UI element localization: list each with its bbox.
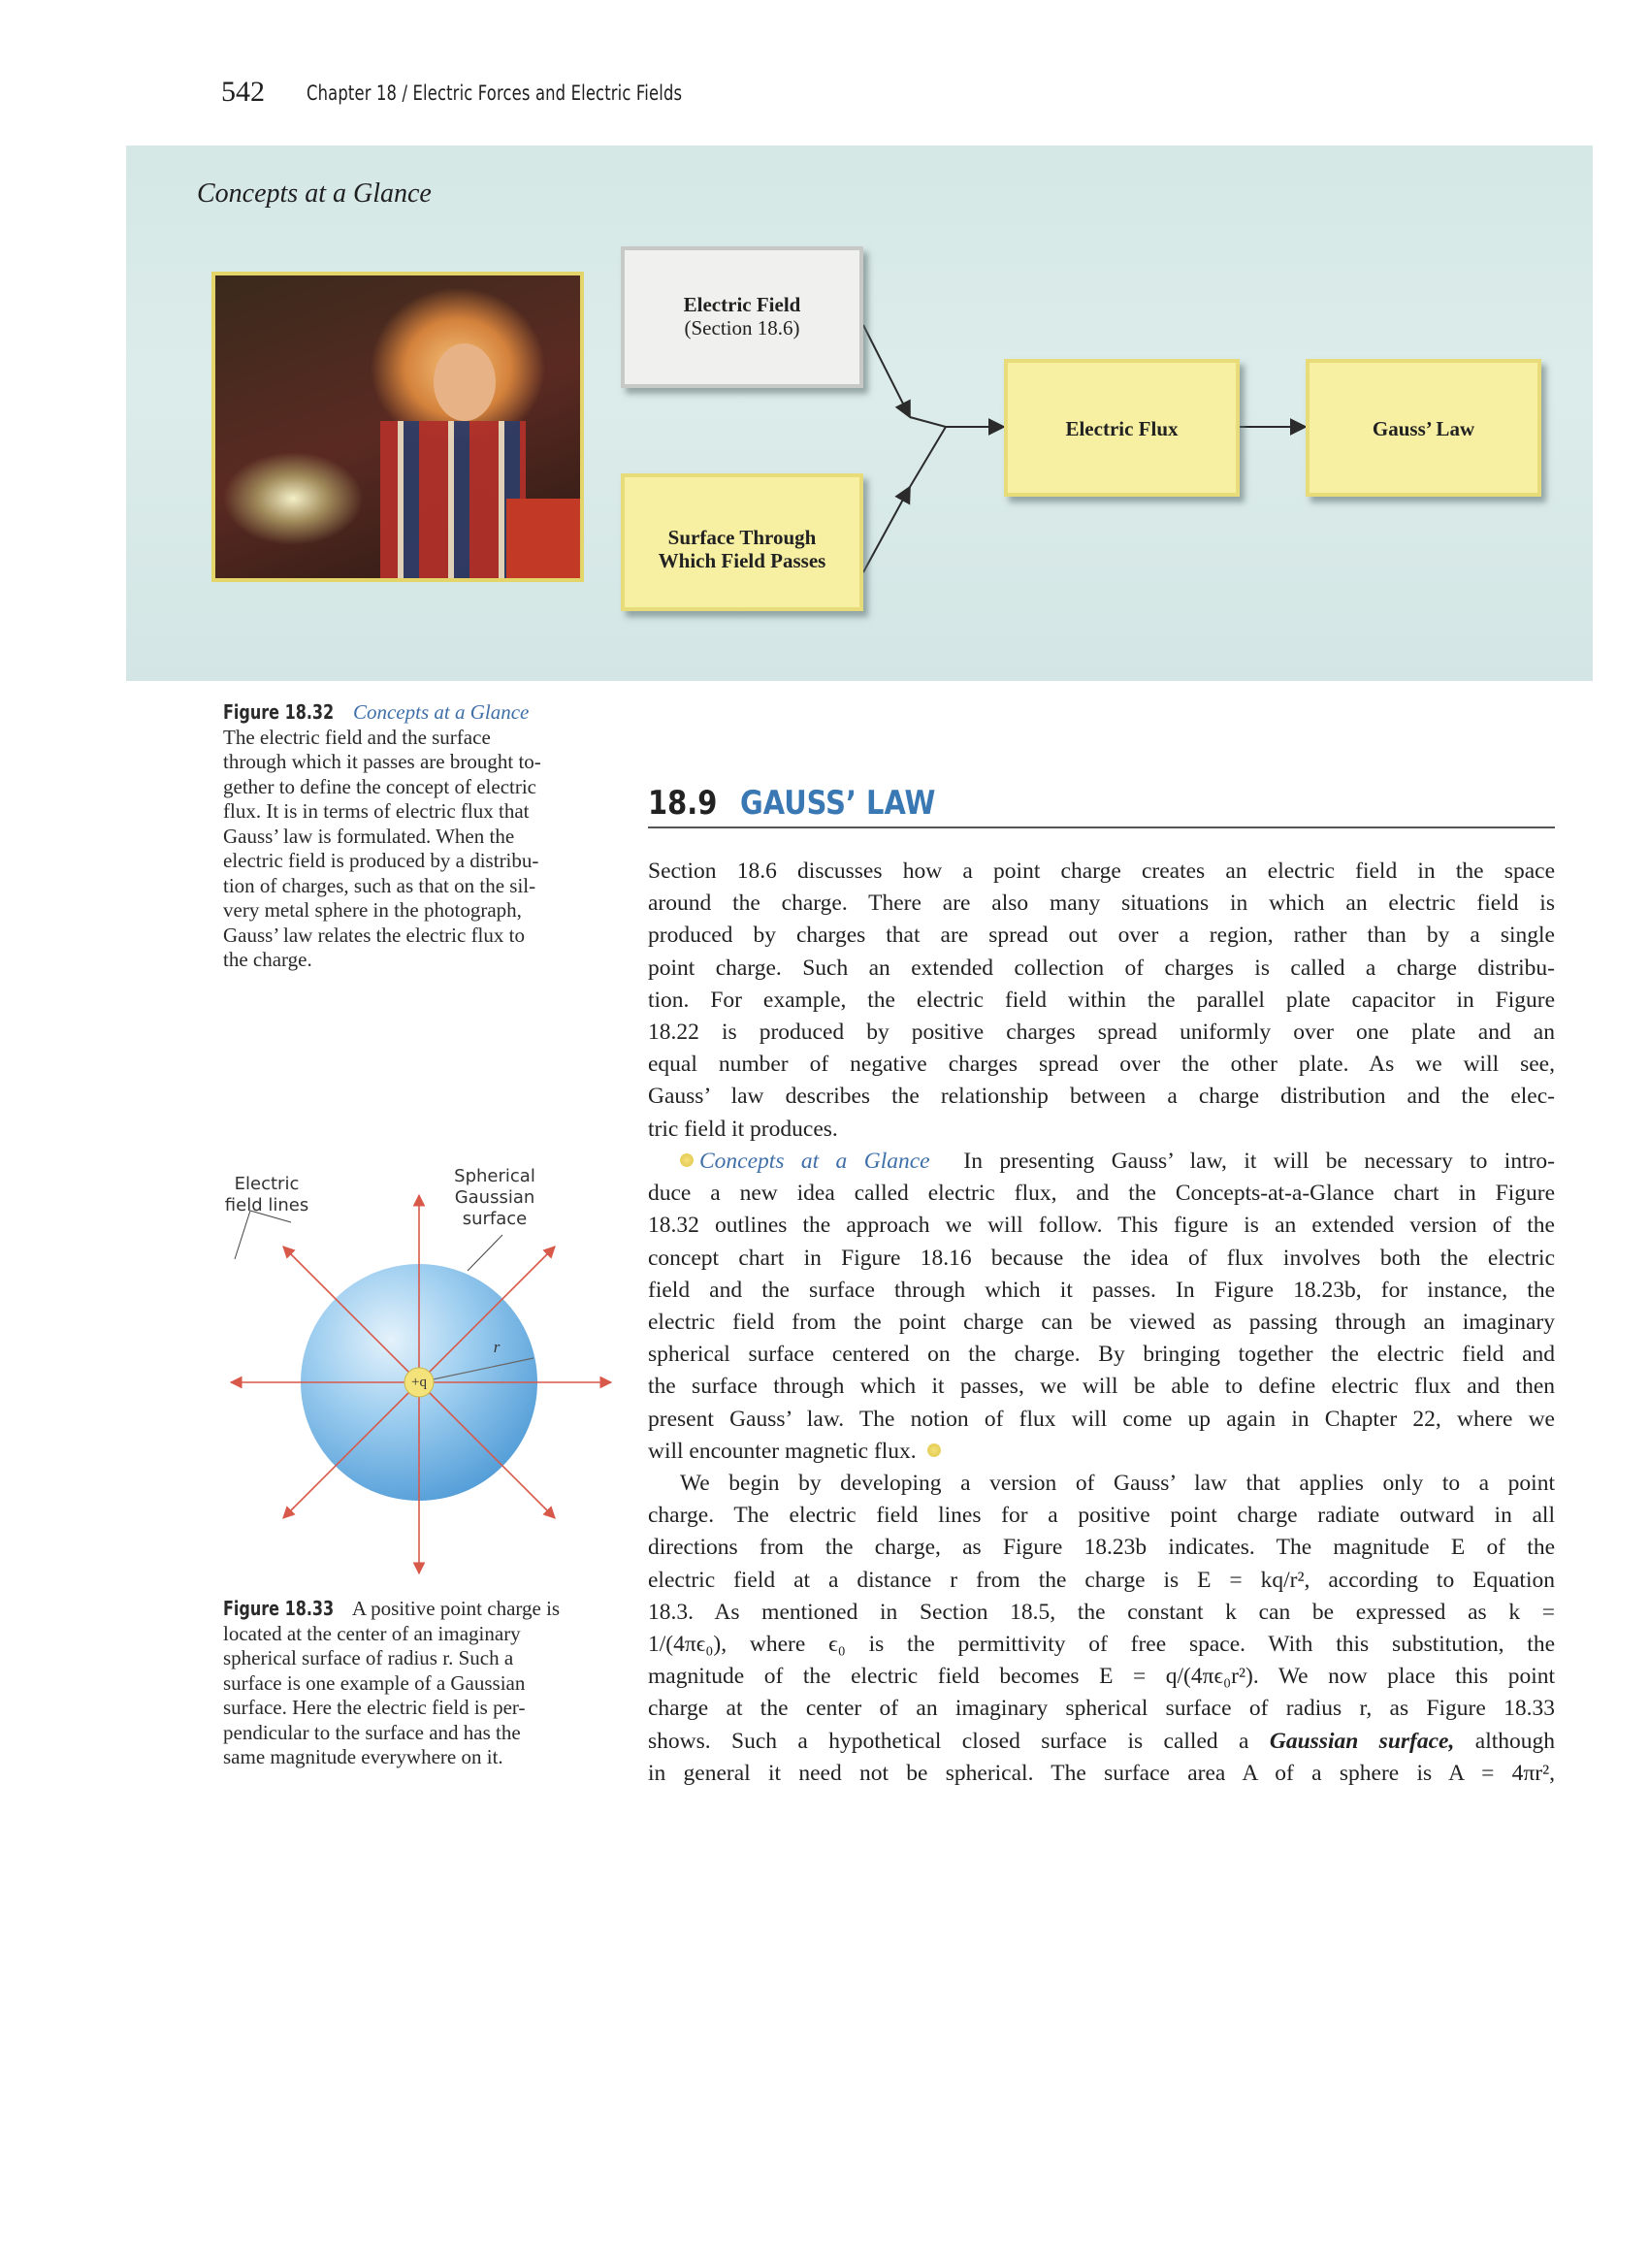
text-line: spherical surface centered on the charge. By bringing together the electric field and	[648, 1342, 1555, 1368]
caption-line: The electric field and the surface	[223, 725, 491, 749]
text-line: charge at the center of an imaginary spherical surface of radius r, as Figure 18.33	[648, 1696, 1555, 1722]
text-line: 18.3. As mentioned in Section 18.5, the constant k can be expressed as k =	[648, 1599, 1555, 1625]
text-line: concept chart in Figure 18.16 because the idea of flux involves both the electric	[648, 1245, 1555, 1271]
text-line: Gauss’ law describes the relationship between a charge distribution and the elec-	[648, 1084, 1555, 1110]
paragraph-1	[648, 856, 1555, 1146]
text-fragment: In presenting Gauss’ law, it will be necessary to intro-	[963, 1149, 1555, 1174]
label-radius-text: r	[493, 1338, 501, 1356]
text-line: field and the surface through which it passes. In Figure 18.23b, for instance, the	[648, 1277, 1555, 1303]
inline-concepts-link: Concepts at a Glance	[699, 1149, 930, 1174]
label-field-lines-2: field lines	[224, 1195, 309, 1215]
paragraph-2	[648, 1146, 1555, 1468]
text-fragment: although	[1474, 1728, 1556, 1754]
gaussian-sphere-diagram	[213, 1154, 640, 1601]
box-electric-flux-label: Electric Flux	[1065, 417, 1179, 440]
box-surface-line1: Surface Through	[667, 526, 817, 549]
text-line: equal number of negative charges spread over the other plate. As we will see,	[648, 1052, 1555, 1078]
text-fragment: will encounter magnetic flux.	[648, 1438, 917, 1464]
caption-line: the charge.	[223, 948, 312, 971]
box-electric-flux	[1004, 359, 1240, 497]
figure-18-32-title: Concepts at a Glance	[352, 700, 530, 724]
caption-line: spherical surface of radius r. Such a	[223, 1646, 514, 1669]
caption-line: located at the center of an imaginary	[223, 1621, 521, 1645]
text-line: 1/(4πϵ₀), where ϵ₀ is the permittivity of free space. With this substitution, the	[648, 1631, 1555, 1657]
box-gauss-law	[1306, 359, 1541, 497]
caption-line: gether to define the concept of electric	[223, 774, 536, 798]
caption-line: very metal sphere in the photograph,	[223, 898, 522, 922]
pointer-surface	[468, 1235, 502, 1271]
figure-18-32-caption	[223, 700, 611, 973]
text-line	[648, 1726, 1555, 1758]
caption-line: electric field is produced by a distribu-	[223, 849, 539, 872]
page-number: 542	[221, 76, 265, 108]
text-line	[648, 1436, 1555, 1468]
text-line	[648, 1146, 1555, 1178]
label-surface-3: surface	[462, 1209, 528, 1229]
caption-line: surface. Here the electric field is per-	[223, 1696, 526, 1719]
text-line: the surface through which it passes, we will be able to define electric flux and then	[648, 1374, 1555, 1400]
glance-heading: Concepts at a Glance	[197, 178, 432, 209]
figure-18-33-caption	[223, 1597, 611, 1770]
text-line: electric field from the point charge can be viewed as passing through an imaginary	[648, 1309, 1555, 1335]
arrow-field-to-merge	[863, 325, 910, 417]
label-charge-text: +q	[411, 1375, 427, 1390]
text-line: in general it need not be spherical. The surface area A of a sphere is A = 4πr²,	[648, 1760, 1555, 1786]
concepts-dot-icon	[927, 1443, 941, 1457]
text-line: We begin by developing a version of Gauss’ law that applies only to a point	[680, 1471, 1555, 1496]
text-line: duce a new idea called electric flux, and the Concepts-at-a-Glance chart in Figure	[648, 1181, 1555, 1207]
box-gauss-law-label: Gauss’ Law	[1372, 417, 1475, 440]
merge-lines	[910, 417, 946, 487]
box-electric-field-line1: Electric Field	[683, 293, 801, 316]
box-surface-line2: Which Field Passes	[658, 549, 826, 572]
caption-fragment: A positive point charge is	[351, 1597, 561, 1620]
label-field-lines-1: Electric	[234, 1174, 300, 1194]
text-line: 18.32 outlines the approach we will follow. This figure is an extended version of the	[648, 1213, 1555, 1239]
text-line: Section 18.6 discusses how a point charge creates an electric field in the space	[648, 859, 1555, 884]
figure-18-32-label: Figure 18.32	[223, 700, 335, 724]
caption-line: through which it passes are brought to-	[223, 750, 541, 773]
term-gaussian-surface: Gaussian surface,	[1269, 1728, 1455, 1754]
text-line: magnitude of the electric field becomes E = q/(4πϵ₀r²). We now place this point	[648, 1664, 1555, 1690]
chapter-title: Chapter 18 / Electric Forces and Electric Fields	[307, 81, 683, 105]
label-radius	[487, 1337, 506, 1358]
text-line: present Gauss’ law. The notion of flux will come up again in Chapter 22, where we	[648, 1406, 1555, 1432]
arrow-surface-to-merge	[863, 487, 910, 572]
paragraph-3	[648, 1468, 1555, 1790]
text-fragment: shows. Such a hypothetical closed surface is called a	[648, 1728, 1249, 1754]
box-electric-field	[621, 246, 863, 388]
text-line: point charge. Such an extended collection of charges is called a charge distribu-	[648, 955, 1555, 981]
caption-line: surface is one example of a Gaussian	[223, 1670, 526, 1695]
caption-line: Gauss’ law relates the electric flux to	[223, 923, 525, 947]
caption-line: same magnitude everywhere on it.	[223, 1745, 503, 1768]
label-charge	[404, 1372, 435, 1393]
section-title: GAUSS’ LAW	[740, 784, 936, 823]
text-line: produced by charges that are spread out over a region, rather than by a single	[648, 923, 1555, 949]
box-electric-field-line2: (Section 18.6)	[684, 316, 800, 340]
text-line: charge. The electric field lines for a positive point charge radiate outward in all	[648, 1503, 1555, 1529]
caption-line: flux. It is in terms of electric flux that	[223, 799, 530, 823]
text-line: around the charge. There are also many situations in which an electric field is	[648, 891, 1555, 917]
label-gaussian-surface	[441, 1166, 548, 1230]
section-heading	[648, 782, 1555, 828]
box-surface	[621, 473, 863, 611]
concepts-dot-icon	[680, 1153, 694, 1167]
caption-line: Gauss’ law is formulated. When the	[223, 824, 515, 848]
text-line: directions from the charge, as Figure 18.23b indicates. The magnitude E of the	[648, 1535, 1555, 1561]
pointer-field-lines	[235, 1211, 250, 1259]
concepts-at-a-glance-panel	[126, 146, 1593, 681]
text-line: tric field it produces.	[648, 1116, 838, 1142]
label-surface-2: Gaussian	[454, 1187, 535, 1208]
caption-line: pendicular to the surface and has the	[223, 1720, 521, 1744]
caption-line: tion of charges, such as that on the sil-	[223, 873, 536, 897]
label-surface-1: Spherical	[454, 1166, 535, 1186]
section-number: 18.9	[648, 784, 718, 823]
label-field-lines	[213, 1174, 320, 1216]
text-line: tion. For example, the electric field within the parallel plate capacitor in Figure	[648, 987, 1555, 1013]
text-line: electric field at a distance r from the charge is E = kq/r², according to Equation	[648, 1567, 1555, 1593]
figure-18-33-label: Figure 18.33	[223, 1597, 335, 1620]
text-line: 18.22 is produced by positive charges spread uniformly over one plate and an	[648, 1019, 1555, 1045]
